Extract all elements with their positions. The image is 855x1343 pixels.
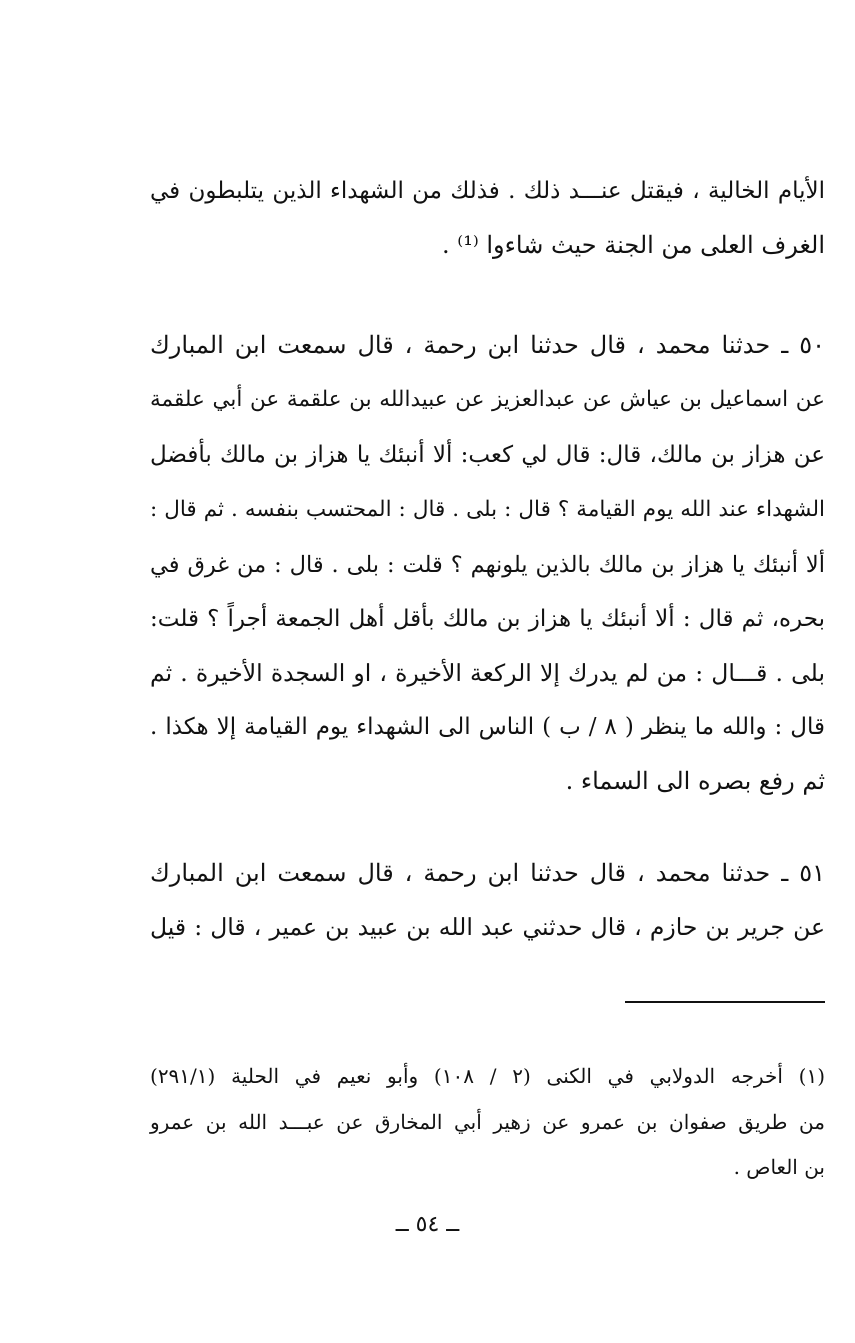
intro-line-1: الأيام الخالية ، فيقتل عنـــد ذلك . فذلك من الشهداء الذين يتلبطون في xyxy=(150,178,825,204)
hadith-50-line-6: بحره، ثم قال : ألا أنبئك يا هزاز بن مالك بأقل أهل الجمعة أجراً ؟ قلت: xyxy=(150,606,825,632)
hadith-50-line-8: قال : والله ما ينظر ( ٨ / ب ) الناس الى الشهداء يوم القيامة إلا هكذا . xyxy=(150,714,825,740)
hadith-51-line-2: عن جرير بن حازم ، قال حدثني عبد الله بن عبيد بن عمير ، قال : قيل xyxy=(150,913,825,941)
intro-line-2: الغرف العلى من الجنة حيث شاءوا ⁽¹⁾ . xyxy=(442,231,825,259)
hadith-50-line-5: ألا أنبئك يا هزاز بن مالك بالذين يلونهم ؟ قلت : بلى . قال : من غرق في xyxy=(150,552,825,578)
hadith-50-line-7: بلى . قـــال : من لم يدرك إلا الركعة الأخيرة ، او السجدة الأخيرة . ثم xyxy=(150,659,825,687)
hadith-50-line-9: ثم رفع بصره الى السماء . xyxy=(565,767,825,795)
hadith-50-line-4: الشهداء عند الله يوم القيامة ؟ قال : بلى . قال : المحتسب بنفسه . ثم قال : xyxy=(150,497,825,522)
footnote-line-2: من طريق صفوان بن عمرو عن زهير أبي المخارق عن عبـــد الله بن عمرو xyxy=(150,1110,825,1134)
footnote-line-1: (١) أخرجه الدولابي في الكنى (٢ / ١٠٨) وأبو نعيم في الحلية (٢٩١/١) xyxy=(150,1064,826,1088)
hadith-51-line-1: ٥١ ـ حدثنا محمد ، قال حدثنا ابن رحمة ، قال سمعت ابن المبارك xyxy=(150,859,825,887)
page-number: ــ ٥٤ ــ xyxy=(395,1212,460,1237)
hadith-50-line-1: ٥٠ ـ حدثنا محمد ، قال حدثنا ابن رحمة ، قال سمعت ابن المبارك xyxy=(150,331,825,359)
hadith-50-line-3: عن هزاز بن مالك، قال: قال لي كعب: ألا أنبئك يا هزاز بن مالك بأفضل xyxy=(150,442,825,468)
footnote-line-3: بن العاص . xyxy=(733,1155,825,1179)
footnote-separator xyxy=(625,1001,825,1003)
hadith-50-line-2: عن اسماعيل بن عياش عن عبدالعزيز عن عبيدالله بن علقمة عن أبي علقمة xyxy=(150,387,825,412)
